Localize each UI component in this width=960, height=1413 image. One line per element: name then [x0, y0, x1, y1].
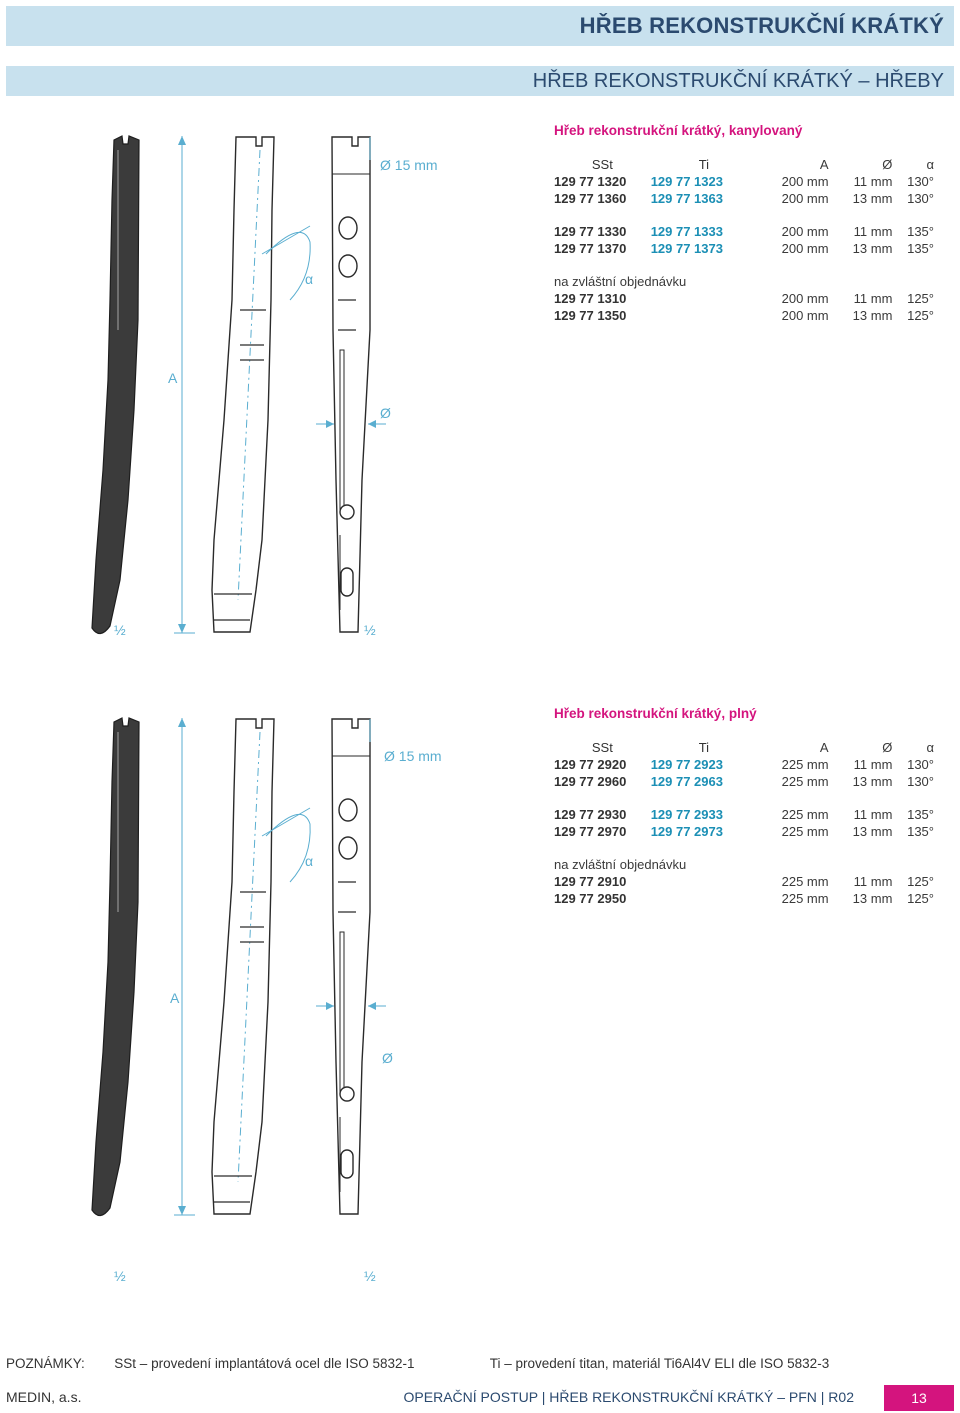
table-row: 129 77 2930 129 77 2933 225 mm 11 mm 135°: [554, 807, 934, 822]
product-table-cannulated: [554, 123, 934, 325]
section-title: Hřeb rekonstrukční krátký, plný: [554, 706, 757, 721]
angle-label: α: [305, 853, 314, 869]
table-row: 129 77 2910 225 mm 11 mm 125°: [554, 874, 934, 889]
special-order-note: na zvláštní objednávku: [554, 274, 687, 289]
half-left-label: ½: [114, 622, 126, 638]
length-label: A: [168, 370, 178, 386]
table-row: 129 77 2950 225 mm 13 mm 125°: [554, 891, 934, 906]
nail-drawing-bottom: [92, 718, 386, 1216]
page-title: HŘEB REKONSTRUKČNÍ KRÁTKÝ: [579, 13, 944, 38]
head-diameter-label: Ø 15 mm: [384, 748, 442, 764]
nail-drawing-top: [92, 136, 386, 634]
table-row: 129 77 1360 129 77 1363 200 mm 13 mm 130°: [554, 191, 934, 206]
table-row: 129 77 1310 200 mm 11 mm 125°: [554, 291, 934, 306]
table-row: 129 77 1320 129 77 1323 200 mm 11 mm 130°: [554, 174, 934, 189]
notes-sst: SSt – provedení implantátová ocel dle ISO 5832-1: [114, 1356, 415, 1371]
page-number: 13: [884, 1385, 954, 1411]
table-header: SSt Ti A Ø α: [591, 740, 934, 755]
table-row: 129 77 1350 200 mm 13 mm 125°: [554, 308, 934, 323]
half-right-label: ½: [364, 622, 376, 638]
notes: [6, 1356, 829, 1371]
table-row: 129 77 2920 129 77 2923 225 mm 11 mm 130°: [554, 757, 934, 772]
diameter-label: Ø: [380, 405, 391, 421]
half-left-label: ½: [114, 1268, 126, 1284]
head-diameter-label: Ø 15 mm: [380, 157, 438, 173]
angle-label: α: [305, 271, 314, 287]
table-row: 129 77 2970 129 77 2973 225 mm 13 mm 135°: [554, 824, 934, 839]
table-row: 129 77 1370 129 77 1373 200 mm 13 mm 135°: [554, 241, 934, 256]
document-title: OPERAČNÍ POSTUP | HŘEB REKONSTRUKČNÍ KRÁTKÝ – PFN | R02: [403, 1389, 854, 1405]
page-subtitle: HŘEB REKONSTRUKČNÍ KRÁTKÝ – HŘEBY: [532, 70, 944, 92]
table-header: SSt Ti A Ø α: [591, 157, 934, 172]
diameter-label: Ø: [382, 1050, 393, 1066]
table-row: 129 77 2960 129 77 2963 225 mm 13 mm 130°: [554, 774, 934, 789]
product-table-solid: [554, 706, 934, 908]
notes-ti: Ti – provedení titan, materiál Ti6Al4V ELI dle ISO 5832-3: [489, 1356, 830, 1371]
notes-label: POZNÁMKY:: [6, 1356, 85, 1371]
section-title: Hřeb rekonstrukční krátký, kanylovaný: [554, 123, 803, 138]
special-order-note: na zvláštní objednávku: [554, 857, 687, 872]
length-label: A: [170, 990, 180, 1006]
company-name: MEDIN, a.s.: [6, 1389, 82, 1405]
table-row: 129 77 1330 129 77 1333 200 mm 11 mm 135°: [554, 224, 934, 239]
half-right-label: ½: [364, 1268, 376, 1284]
